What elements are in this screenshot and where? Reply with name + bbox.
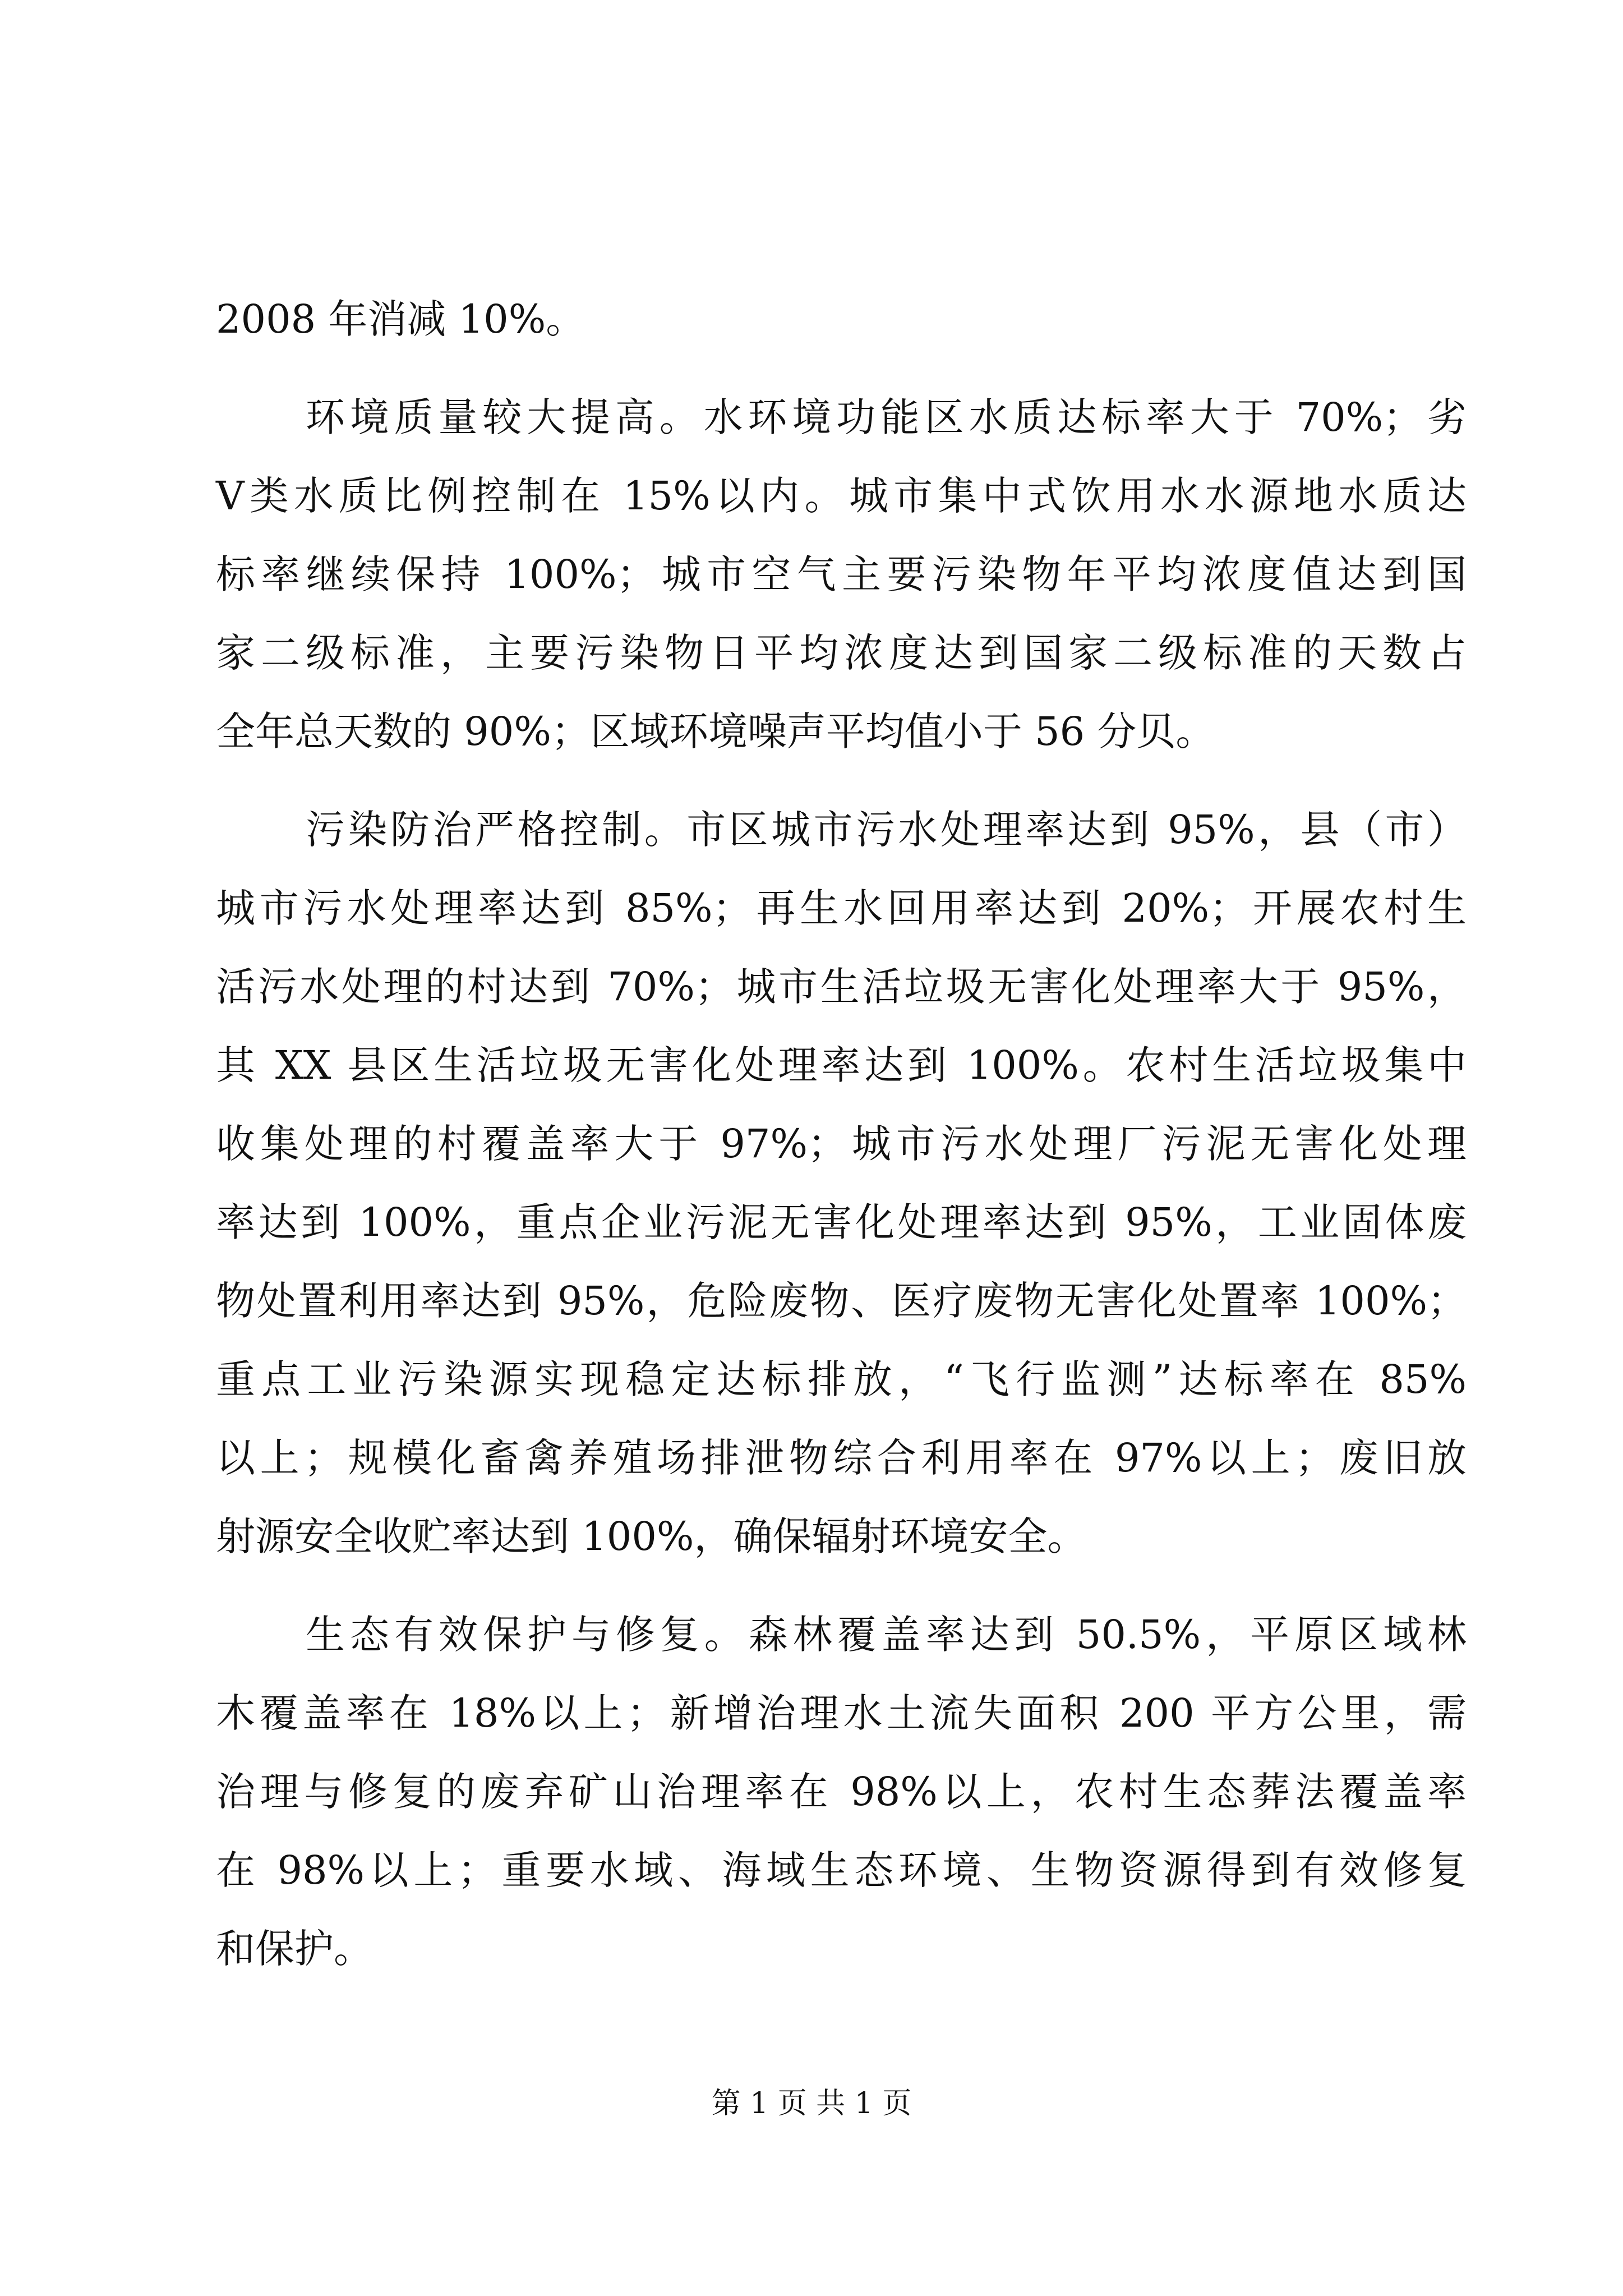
text-line: 标率继续保持 100%；城市空气主要污染物年平均浓度值达到国 — [216, 551, 1467, 597]
page-footer: 第 1 页 共 1 页 — [711, 2087, 912, 2120]
text-line: 全年总天数的 90%；区域环境噪声平均值小于 56 分贝。 — [216, 708, 1215, 754]
text-line: 在 98%以上；重要水域、海域生态环境、生物资源得到有效修复 — [216, 1847, 1467, 1893]
paragraph-first-line: 环境质量较大提高。水环境功能区水质达标率大于 70%；劣 — [306, 394, 1467, 440]
text-line: 2008 年消减 10%。 — [216, 296, 585, 342]
text-line: 木覆盖率在 18%以上；新增治理水土流失面积 200 平方公里，需 — [216, 1690, 1467, 1736]
text-line: 射源安全收贮率达到 100%，确保辐射环境安全。 — [216, 1513, 1087, 1559]
text-line: 率达到 100%，重点企业污泥无害化处理率达到 95%，工业固体废 — [216, 1199, 1467, 1245]
paragraph-first-line: 污染防治严格控制。市区城市污水处理率达到 95%，县（市） — [306, 807, 1467, 853]
text-line: 重点工业污染源实现稳定达标排放，“飞行监测”达标率在 85% — [216, 1356, 1467, 1402]
text-line: 其 XX 县区生活垃圾无害化处理率达到 100%。农村生活垃圾集中 — [216, 1042, 1467, 1088]
text-line: 物处置利用率达到 95%，危险废物、医疗废物无害化处置率 100%； — [216, 1278, 1467, 1324]
text-line: 治理与修复的废弃矿山治理率在 98%以上，农村生态葬法覆盖率 — [216, 1769, 1467, 1815]
text-line: 活污水处理的村达到 70%；城市生活垃圾无害化处理率大于 95%， — [216, 964, 1467, 1010]
text-line: Ⅴ类水质比例控制在 15%以内。城市集中式饮用水水源地水质达 — [216, 473, 1467, 519]
text-line: 以上；规模化畜禽养殖场排泄物综合利用率在 97%以上；废旧放 — [216, 1435, 1467, 1481]
text-line: 收集处理的村覆盖率大于 97%；城市污水处理厂污泥无害化处理 — [216, 1121, 1467, 1167]
text-line: 城市污水处理率达到 85%；再生水回用率达到 20%；开展农村生 — [216, 885, 1467, 931]
text-line: 家二级标准，主要污染物日平均浓度达到国家二级标准的天数占 — [216, 630, 1467, 676]
paragraph-first-line: 生态有效保护与修复。森林覆盖率达到 50.5%，平原区域林 — [306, 1612, 1467, 1658]
text-line: 和保护。 — [216, 1926, 373, 1972]
